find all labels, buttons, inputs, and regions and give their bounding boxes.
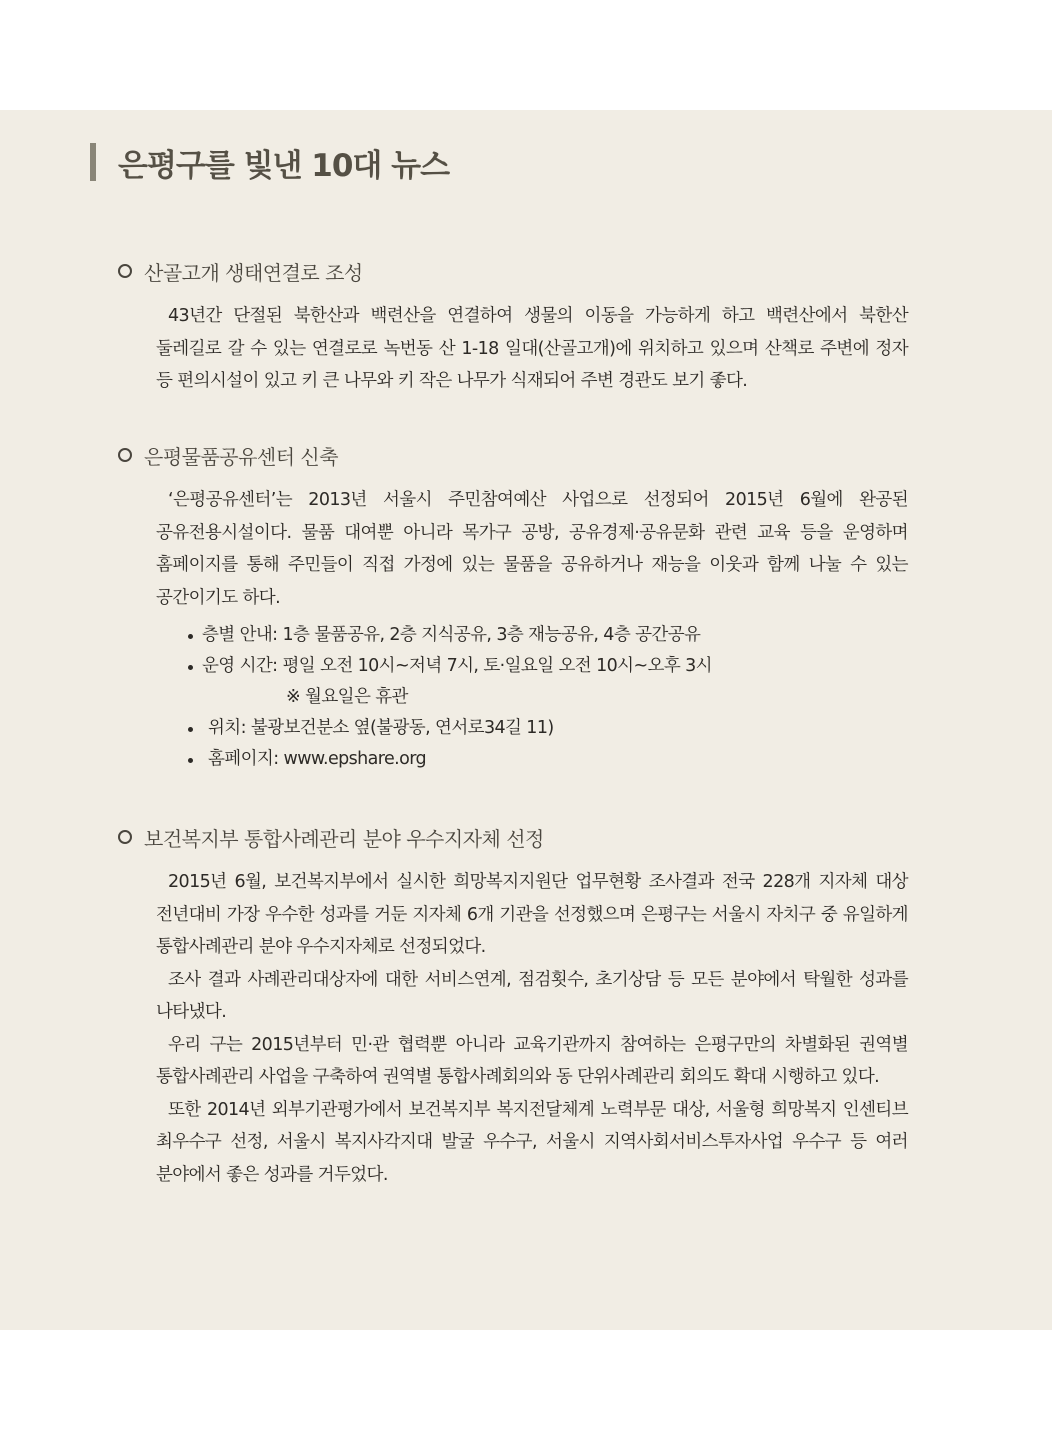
list-item: 홈페이지: www.epshare.org: [188, 744, 918, 775]
bullet-dot-icon: [188, 758, 193, 763]
list-item: 위치: 불광보건분소 옆(불광동, 연서로34길 11): [188, 713, 918, 744]
list-item: 층별 안내: 1층 물품공유, 2층 지식공유, 3층 재능공유, 4층 공간공유: [188, 620, 918, 651]
news-section-1: [118, 256, 918, 398]
news-section-3: [118, 822, 918, 1191]
title-accent-bar: [90, 143, 96, 181]
news-section-2: [118, 440, 918, 775]
info-list: [118, 620, 918, 775]
bullet-dot-icon: [188, 665, 193, 670]
bullet-dot-icon: [188, 634, 193, 639]
section-heading: [118, 440, 918, 470]
bullet-dot-icon: [188, 727, 193, 732]
section-title: 보건복지부 통합사례관리 분야 우수지자체 선정: [144, 826, 544, 851]
section-paragraph: 2015년 6월, 보건복지부에서 실시한 희망복지지원단 업무현황 조사결과 전국 228개 지자체 대상 전년대비 가장 우수한 성과를 거둔 지자체 6개 기관을 선정했으며 은평구는 서울시 자치구 중 유일하게 통합사례관리 분야 우수지자체로 선정되었다.: [156, 872, 908, 957]
section-paragraph: 43년간 단절된 북한산과 백련산을 연결하여 생물의 이동을 가능하게 하고 백련산에서 북한산 둘레길로 갈 수 있는 연결로로 녹번동 산 1-18 일대(산골고개)에 위치하고 있으며 산책로 주변에 정자 등 편의시설이 있고 키 큰 나무와 키 작은 나무가 식재되어 주변 경관도 보기 좋다.: [156, 306, 908, 391]
section-heading: [118, 822, 918, 852]
section-title: 산골고개 생태연결로 조성: [144, 260, 363, 285]
page-title: 은평구를 빛낸 10대 뉴스: [118, 147, 450, 184]
page-header: [90, 141, 449, 183]
circle-bullet-icon: [118, 264, 132, 278]
section-paragraph: ‘은평공유센터’는 2013년 서울시 주민참여예산 사업으로 선정되어 2015년 6월에 완공된 공유전용시설이다. 물품 대여뿐 아니라 목가구 공방, 공유경제·공유문화 관련 교육 등을 운영하며 홈페이지를 통해 주민들이 직접 가정에 있는 물품을 공유하거나 재능을 이웃과 함께 나눌 수 있는 공간이기도 하다.: [156, 490, 908, 608]
circle-bullet-icon: [118, 448, 132, 462]
section-title: 은평물품공유센터 신축: [144, 444, 339, 469]
section-paragraph: 조사 결과 사례관리대상자에 대한 서비스연계, 점검횟수, 초기상담 등 모든 분야에서 탁월한 성과를 나타냈다.: [156, 969, 908, 1022]
section-paragraph: 우리 구는 2015년부터 민·관 협력뿐 아니라 교육기관까지 참여하는 은평구만의 차별화된 권역별 통합사례관리 사업을 구축하여 권역별 통합사례회의와 동 단위사례관리 회의도 확대 시행하고 있다.: [156, 1034, 908, 1087]
section-heading: [118, 256, 918, 286]
circle-bullet-icon: [118, 830, 132, 844]
section-paragraph: 또한 2014년 외부기관평가에서 보건복지부 복지전달체계 노력부문 대상, 서울형 희망복지 인센티브 최우수구 선정, 서울시 복지사각지대 발굴 우수구, 서울시 지역사회서비스투자사업 우수구 등 여러 분야에서 좋은 성과를 거두었다.: [156, 1099, 908, 1185]
list-note: ※ 월요일은 휴관: [286, 687, 408, 707]
list-item: 운영 시간: 평일 오전 10시~저녁 7시, 토·일요일 오전 10시~오후 3시: [188, 651, 918, 682]
